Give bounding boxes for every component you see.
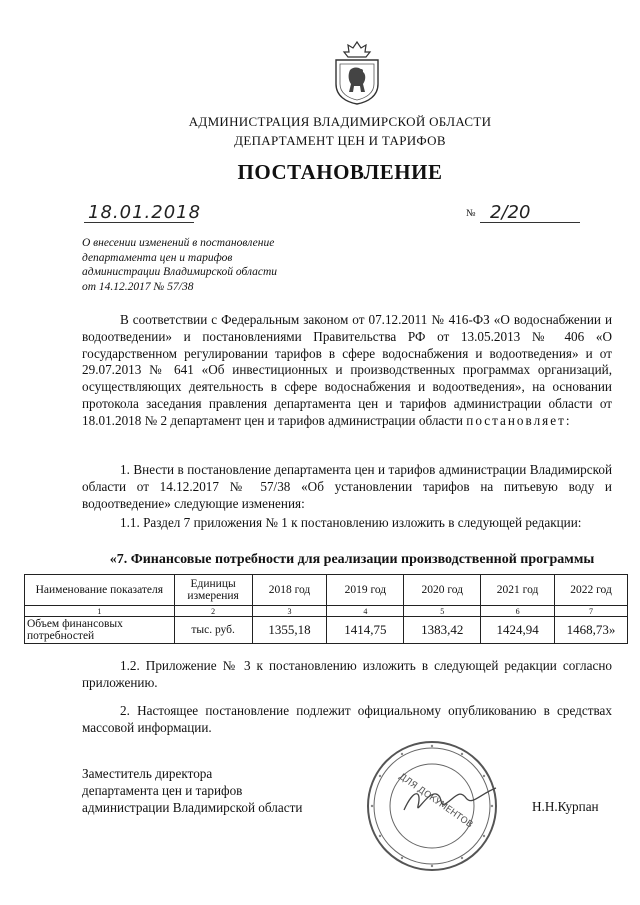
table-header-cell: 2022 год <box>555 575 628 606</box>
section-title: «7. Финансовые потребности для реализации производственной программы <box>109 552 595 567</box>
table-header-cell: 2021 год <box>481 575 555 606</box>
table-cell: Объем финансовых потребностей <box>25 617 175 644</box>
header-administration: АДМИНИСТРАЦИЯ ВЛАДИМИРСКОЙ ОБЛАСТИ <box>188 114 492 129</box>
table-cell: 1468,73» <box>555 617 628 644</box>
table-number-cell: 1 <box>25 606 175 617</box>
subject-line: администрации Владимирской области <box>82 266 278 278</box>
table-number-cell: 5 <box>404 606 481 617</box>
table-number-cell: 2 <box>174 606 252 617</box>
table-number-row <box>25 606 628 617</box>
subject-line: от 14.12.2017 № 57/38 <box>82 280 194 293</box>
handwritten-signature-icon <box>400 780 500 820</box>
number-underline <box>480 222 580 223</box>
signature-block <box>82 765 302 816</box>
table-cell: 1355,18 <box>252 617 327 644</box>
number-label: № <box>466 208 476 219</box>
coat-of-arms-icon <box>328 40 386 106</box>
table-number-cell: 7 <box>555 606 628 617</box>
paragraph-item-1: 1. Внести в постановление департамента цен и тарифов администрации Владимирской области от 14.12.2017 № 57/38 «Об установлении тарифов на питьевую воду и водоотведение» следующие изменения: <box>82 462 612 511</box>
paragraph-item-1-2: 1.2. Приложение № 3 к постановлению изложить в следующей редакции согласно приложению. <box>82 658 612 690</box>
table-number-cell: 3 <box>252 606 327 617</box>
table-header-cell: Единицы измерения <box>174 575 252 606</box>
table-header-row <box>25 575 628 606</box>
document-subject <box>82 236 342 294</box>
resolves-word: постановляет: <box>466 412 572 428</box>
document-date: 18.01.2018 <box>88 202 202 223</box>
table-header-cell: 2019 год <box>327 575 404 606</box>
table-row <box>25 617 628 644</box>
paragraph-item-1-1: 1.1. Раздел 7 приложения № 1 к постановлению изложить в следующей редакции: <box>120 515 582 530</box>
paragraph-preamble <box>82 312 612 430</box>
table-cell: 1424,94 <box>481 617 555 644</box>
table-header-cell: 2018 год <box>252 575 327 606</box>
document-title: ПОСТАНОВЛЕНИЕ <box>237 160 443 184</box>
signatory-name: Н.Н.Курпан <box>532 799 599 814</box>
document-number: 2/20 <box>490 202 531 223</box>
financial-needs-table <box>24 574 628 644</box>
subject-line: О внесении изменений в постановление <box>82 237 275 249</box>
table-cell: 1414,75 <box>327 617 404 644</box>
preamble-text: В соответствии с Федеральным законом от 07.12.2011 № 416-ФЗ «О водоснабжении и водоотведении» и постановлениями Правительства РФ от 13.05.2013 № 406 «О государственном регулировании тарифов в сфере водоснабжения и водоотведения» и от 29.07.2013 № 641 «Об инвестиционных и производственных программах организаций, осуществляющих деятельность в сфере водоснабжения и водоотведения», на основании протокола заседания правления департамента цен и тарифов администрации области от 18.01.2018 № 2 департамент цен и тарифов администрации области <box>82 312 612 428</box>
table-cell: тыс. руб. <box>174 617 252 644</box>
subject-line: департамента цен и тарифов <box>82 251 233 264</box>
table-number-cell: 6 <box>481 606 555 617</box>
header-department: ДЕПАРТАМЕНТ ЦЕН И ТАРИФОВ <box>234 133 446 148</box>
stamp-text: ДЛЯ ДОКУМЕНТОВ <box>396 771 475 831</box>
table-header-cell: 2020 год <box>404 575 481 606</box>
table-number-cell: 4 <box>327 606 404 617</box>
signature-position: Заместитель директора <box>82 766 213 781</box>
date-underline <box>84 222 194 223</box>
paragraph-item-2: 2. Настоящее постановление подлежит официальному опубликованию в средствах массовой информации. <box>82 703 612 735</box>
signature-position: департамента цен и тарифов <box>82 783 243 798</box>
table-header-cell: Наименование показателя <box>25 575 175 606</box>
table-cell: 1383,42 <box>404 617 481 644</box>
signature-position: администрации Владимирской области <box>82 800 303 815</box>
